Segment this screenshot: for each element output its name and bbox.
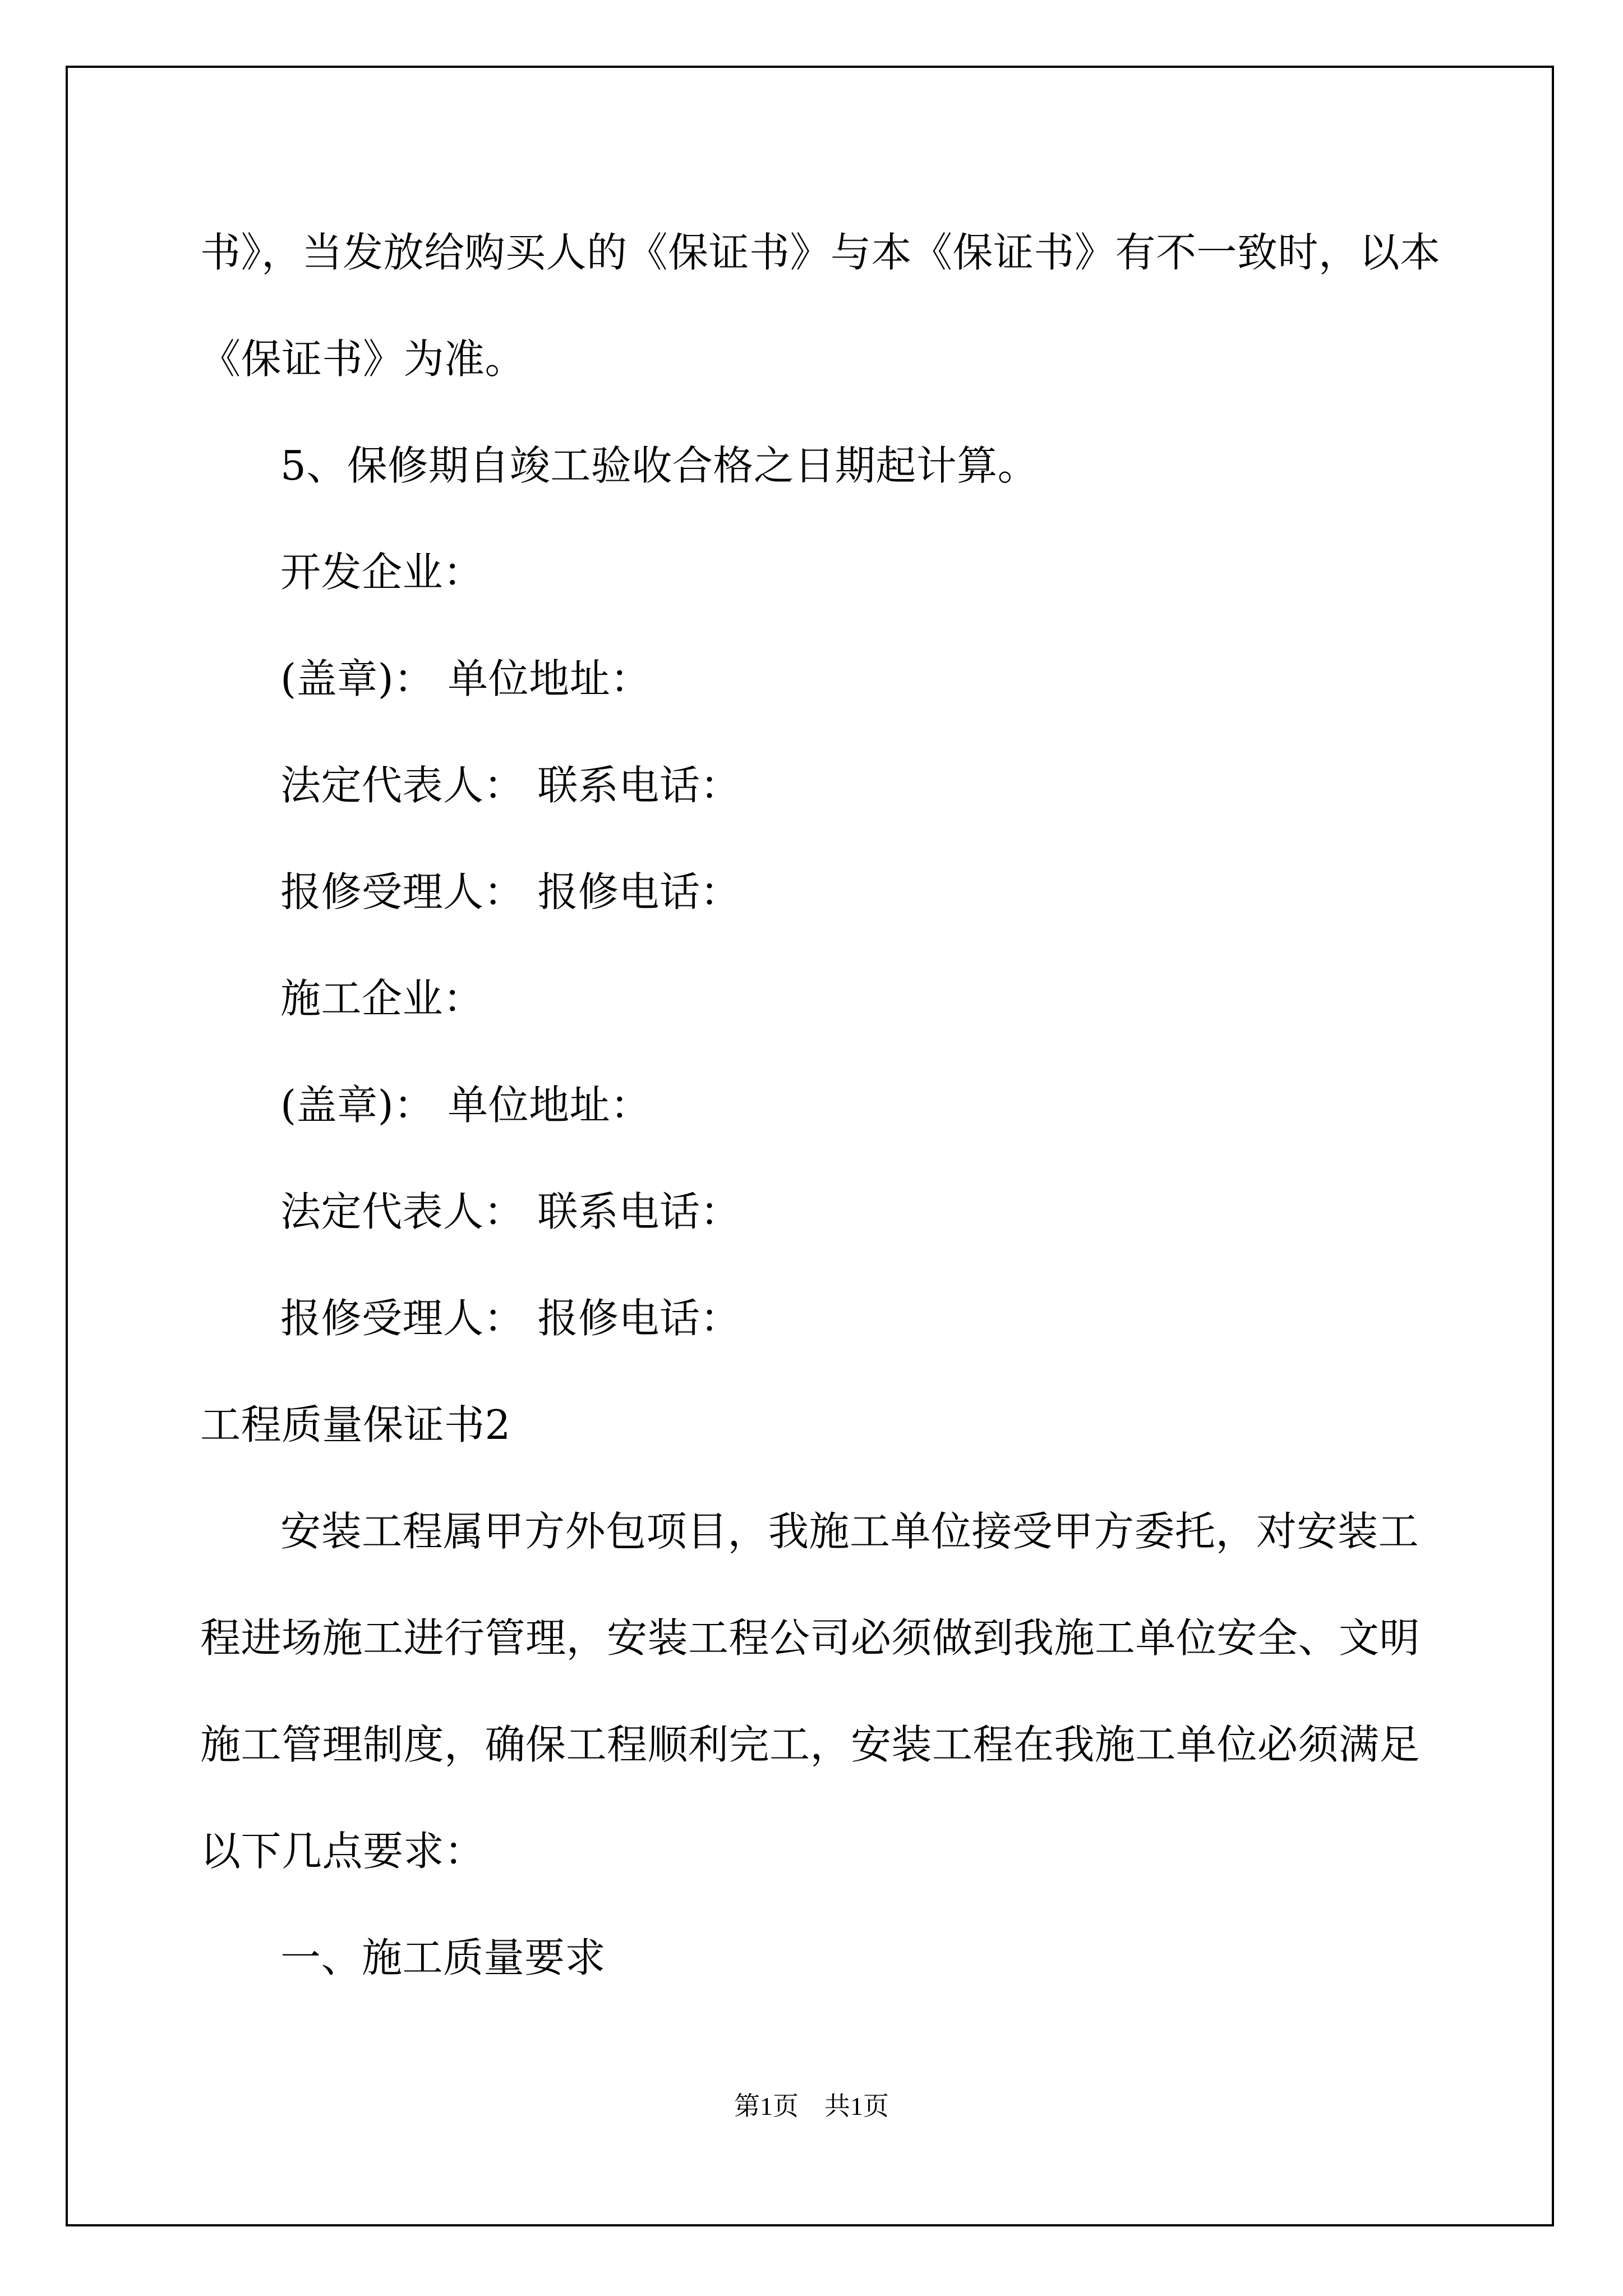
developer-representative-phone: 法定代表人： 联系电话：	[280, 762, 741, 809]
page-border	[66, 66, 1554, 2226]
contractor-label: 施工企业：	[280, 975, 484, 1022]
body-text-line: 以下几点要求：	[200, 1828, 485, 1875]
body-text-line: 书》，当发放给购买人的《保证书》与本《保证书》有不一致时，以本	[200, 229, 1441, 276]
body-text-line: 程进场施工进行管理，安装工程公司必须做到我施工单位安全、文明	[200, 1614, 1421, 1662]
subsection-heading: 一、施工质量要求	[280, 1934, 606, 1981]
body-text-line: 施工管理制度，确保工程顺利完工，安装工程在我施工单位必须满足	[200, 1721, 1421, 1768]
developer-repair-contact: 报修受理人： 报修电话：	[280, 868, 741, 915]
page-footer: 第1页 共1页	[734, 2092, 889, 2120]
contractor-representative-phone: 法定代表人： 联系电话：	[280, 1188, 741, 1235]
section-title: 工程质量保证书2	[200, 1401, 511, 1448]
contractor-repair-contact: 报修受理人： 报修电话：	[280, 1295, 741, 1342]
body-text-line: 安装工程属甲方外包项目，我施工单位接受甲方委托，对安装工	[280, 1508, 1419, 1555]
developer-seal-address: (盖章)： 单位地址：	[280, 655, 651, 702]
developer-label: 开发企业：	[280, 549, 484, 596]
contractor-seal-address: (盖章)： 单位地址：	[280, 1082, 651, 1129]
numbered-clause-5: 5、保修期自竣工验收合格之日期起计算。	[280, 442, 1039, 489]
body-text-line: 《保证书》为准。	[200, 335, 526, 383]
